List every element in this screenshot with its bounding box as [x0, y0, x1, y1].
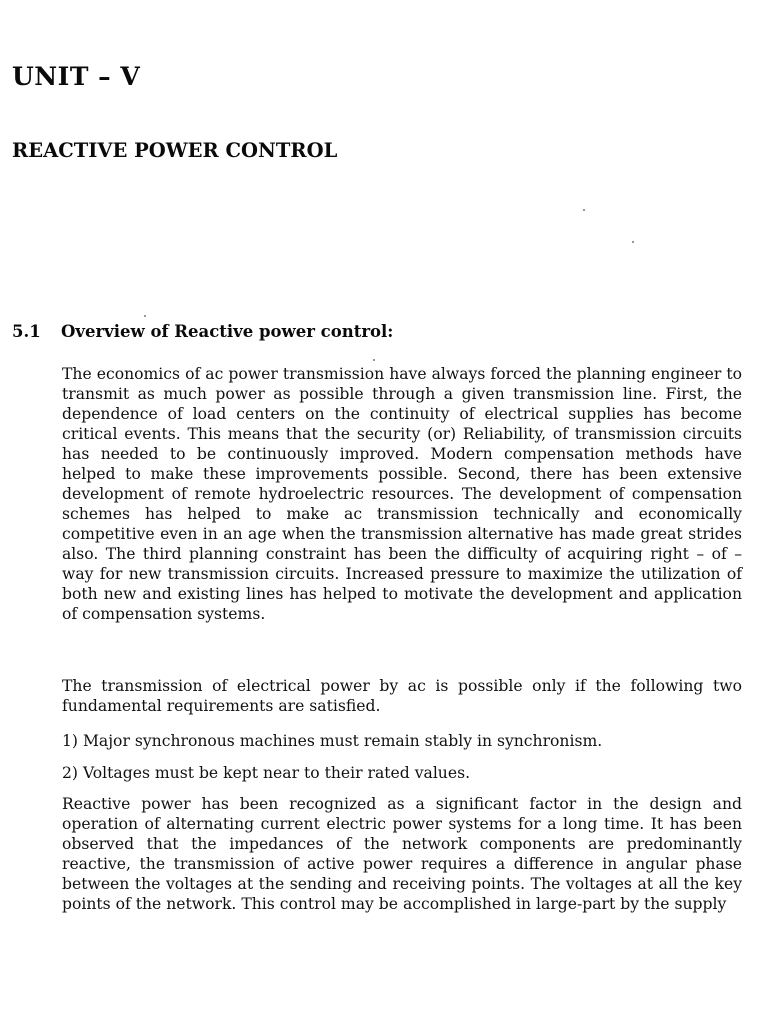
requirement-item-1: 1) Major synchronous machines must remain stably in synchronism.: [62, 732, 603, 750]
section-title: Overview of Reactive power control:: [61, 322, 394, 341]
scan-speck: [632, 241, 634, 243]
chapter-title: REACTIVE POWER CONTROL: [12, 139, 338, 162]
scan-speck: [583, 209, 585, 211]
scan-speck: [373, 359, 375, 361]
paragraph-overview: The economics of ac power transmission have always forced the planning engineer to transmit as much power as possible through a given transmission line. First, the dependence of load centers on the continuity of electrical supplies has become critical events. This means that the security (or) Reliability, of transmission circuits has needed to be continuously improved. Modern compensation methods have helped to make these improvements possible. Second, there has been extensive development of remote hydroelectric resources. The development of compensation schemes has helped to make ac transmission technically and economically competitive even in an age when the transmission alternative has made great strides also. The third planning constraint has been the difficulty of acquiring right – of – way for new transmission circuits. Increased pressure to maximize the utilization of both new and existing lines has helped to motivate the development and application of compensation systems.: [62, 365, 742, 623]
requirement-item-2: 2) Voltages must be kept near to their rated values.: [62, 764, 471, 782]
section-number: 5.1: [12, 322, 41, 341]
paragraph-reactive-power: Reactive power has been recognized as a significant factor in the design and operation of alternating current electric power systems for a long time. It has been observed that the impedances of the network components are predominantly reactive, the transmission of active power requires a difference in angular phase between the voltages at the sending and receiving points. The voltages at all the key points of the network. This control may be accomplished in large-part by the supply: [62, 795, 742, 913]
unit-title: UNIT – V: [12, 62, 141, 91]
paragraph-requirements-intro: The transmission of electrical power by ac is possible only if the following two fundamental requirements are satisfied.: [62, 677, 742, 715]
scan-speck: [144, 315, 146, 317]
section-heading: [12, 322, 393, 341]
